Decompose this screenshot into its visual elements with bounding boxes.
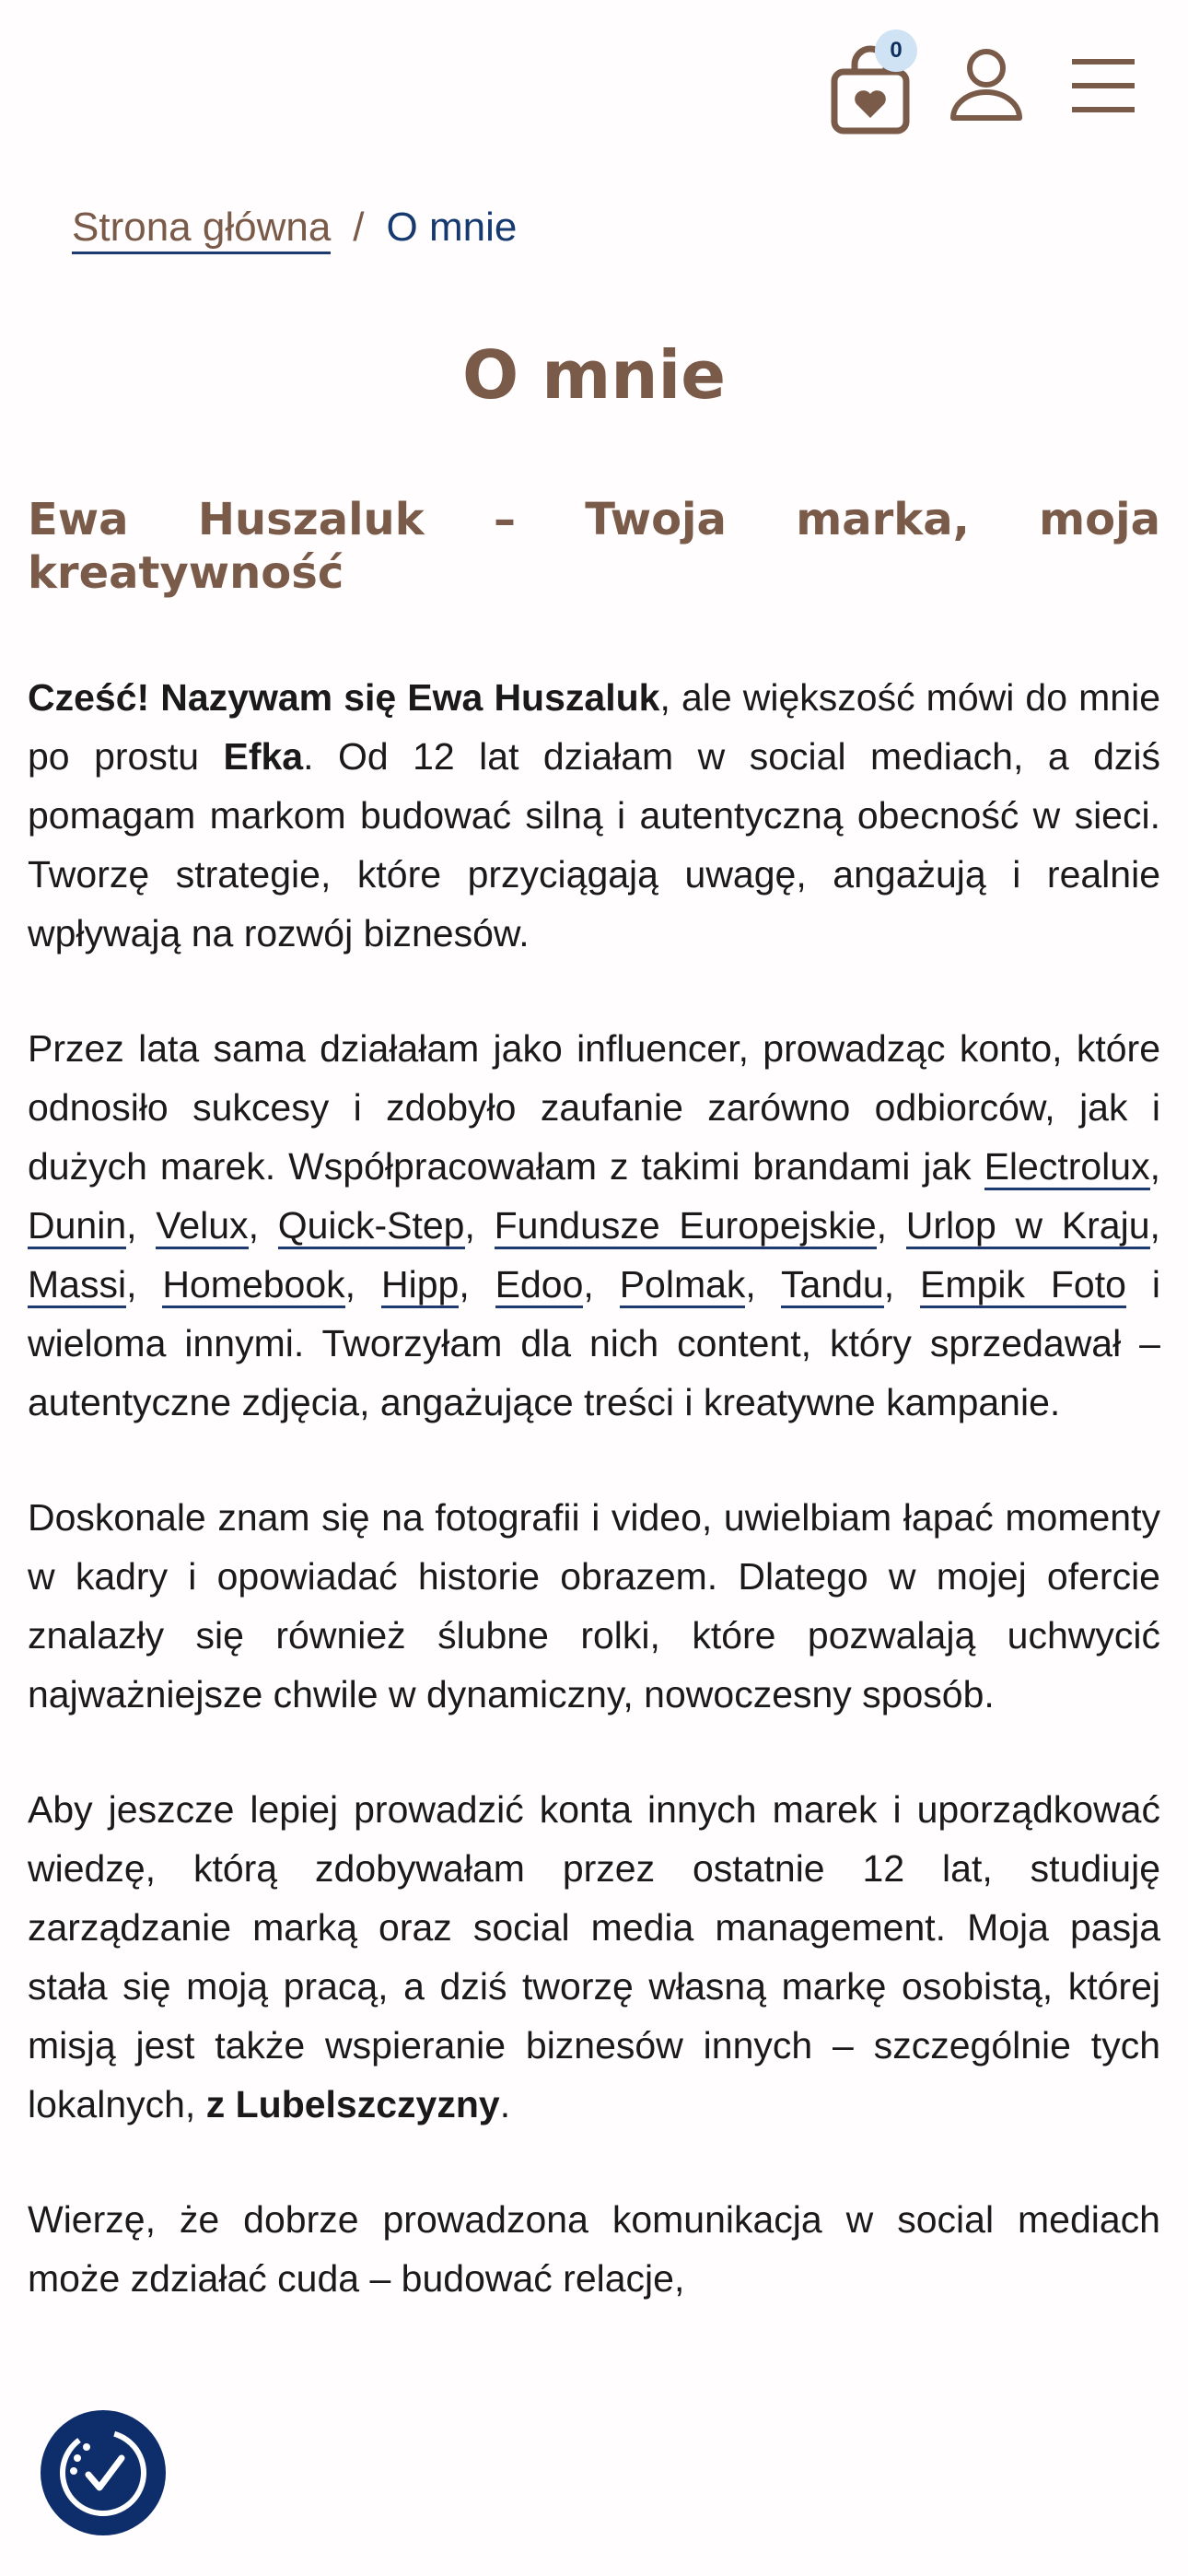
photo-video-paragraph: Doskonale znam się na fotografii i video, uwielbiam łapać momenty w kadry i opowiadać historie obrazem. Dlatego w mojej ofercie znalazły się również ślubne rolki, które pozwalają uchwycić najważniejsze chwile w dynamiczny, nowoczesny sposób. [28,1496,1160,1715]
studies-paragraph [28,1780,1160,2134]
breadcrumb-current: O mnie [386,205,518,250]
brand-link[interactable]: Urlop w Kraju [906,1204,1150,1249]
intro-text-2: . Od 12 lat działam w social mediach, a dziś pomagam markom budować silną i autentyczną obecność w sieci. Tworzę strategie, które przyciągają uwagę, angażują i realnie wpływają na rozwój biznesów. [28,735,1161,954]
brand-link[interactable]: Edoo [495,1263,584,1308]
nickname-bold: Efka [223,735,304,778]
brand-link[interactable]: Tandu [781,1263,884,1308]
brand-link[interactable]: Dunin [28,1204,126,1249]
section-subtitle [28,493,1160,600]
brands-text-1: Przez lata sama działałam jako influencer, prowadząc konto, które odnosiło sukcesy i zdobyło zaufanie zarówno odbiorców, jak i dużych marek. Współpracowałam z takimi brandami jak [28,1027,1160,1188]
brand-link[interactable]: Fundusze Europejskie [495,1204,877,1249]
brand-link[interactable]: Velux [156,1204,248,1249]
breadcrumb-separator: / [353,205,365,250]
studies-end: . [499,2083,511,2125]
brand-link[interactable]: Quick-Step [278,1204,465,1249]
brand-link[interactable]: Electrolux [984,1145,1150,1190]
site-header [0,0,1188,147]
brand-link[interactable]: Empik Foto [920,1263,1126,1308]
breadcrumb [72,205,517,251]
cart-count-badge: 0 [875,29,917,72]
brand-link[interactable]: Massi [28,1263,126,1308]
about-content [28,493,1160,2364]
brand-links: Electrolux, Dunin, Velux, Quick-Step, Fundusze Europejskie, Urlop w Kraju, Massi, Homebook, Hipp, Edoo, Polmak, Tandu, Empik Foto [28,1145,1160,1308]
region-bold: z Lubelszczyzny [205,2083,500,2125]
hamburger-menu-icon[interactable] [1068,53,1138,118]
brand-link[interactable]: Polmak [620,1263,746,1308]
breadcrumb-home-link[interactable]: Strona główna [72,205,331,254]
user-icon[interactable] [949,48,1024,123]
intro-bold: Cześć! Nazywam się Ewa Huszaluk [28,676,660,719]
subtitle-line-1: Ewa Huszaluk – Twoja marka, moja [28,494,1160,545]
brands-paragraph [28,1019,1160,1432]
brand-link[interactable]: Homebook [162,1263,344,1308]
studies-text: Aby jeszcze lepiej prowadzić konta innych marek i uporządkować wiedzę, którą zdobywałam przez ostatnie 12 lat, studiuję zarządzanie marką oraz social media management. Moja pasja stała się moją pracą, a dziś tworzę własną markę osobistą, której misją jest także wspieranie biznesów innych – szczególnie tych lokalnych, [28,1788,1160,2125]
page-title: O mnie [461,336,727,414]
brands-text-2: i wieloma innymi. Tworzyłam dla nich content, który sprzedawał – autentyczne zdjęcia, angażujące treści i kreatywne kampanie. [28,1263,1160,1423]
intro-paragraph [28,668,1160,963]
accessibility-icon[interactable] [41,2410,166,2535]
intro-text-1: , ale większość mówi do mnie po prostu [28,676,1160,778]
belief-paragraph: Wierzę, że dobrze prowadzona komunikacja w social mediach może zdziałać cuda – budować relacje, [28,2198,1160,2300]
subtitle-line-2: kreatywność [28,547,344,599]
brand-link[interactable]: Hipp [381,1263,459,1308]
